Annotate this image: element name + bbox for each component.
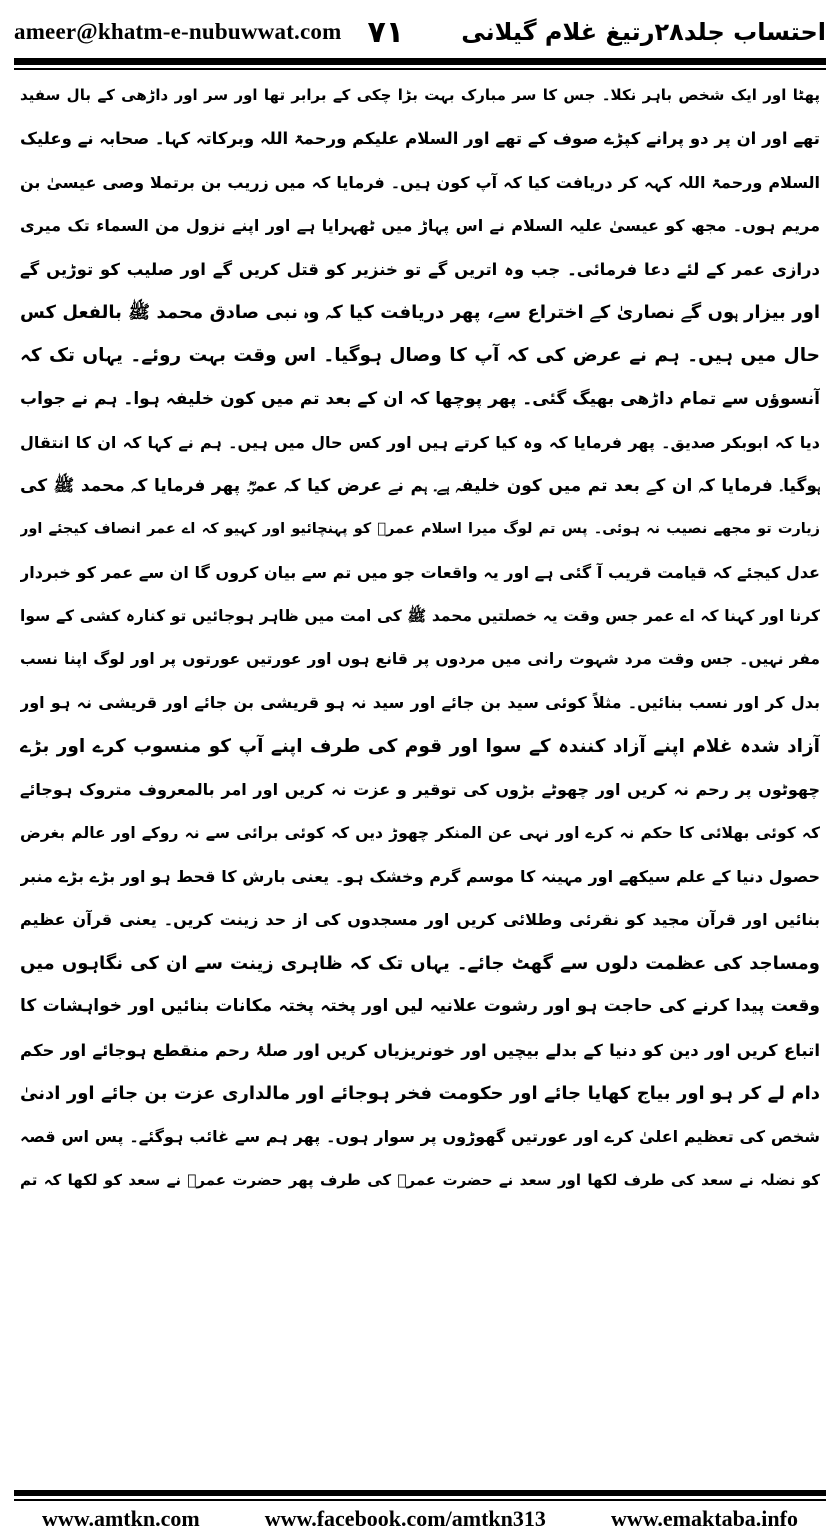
text-line: شخص کی تعظیم اعلیٰ کرے اور عورتیں گھوڑوں پر سوار ہوں۔ پھر ہم سے غائب ہوگئے۔ پس اس قصہ [20, 1127, 820, 1147]
text-line: وقعت پیدا کرنے کی حاجت ہو اور رشوت علانیہ لیں اور پختہ پختہ مکانات بنائیں اور خواہشات کا [20, 996, 820, 1017]
text-line: ومساجد کی عظمت دلوں سے گھٹ جائے۔ یہاں تک کہ ظاہری زینت سے ان کی نگاہوں میں [20, 952, 820, 974]
text-line: دیا کہ ابوبکر صدیق۔ پھر فرمایا کہ وہ کیا کرتے ہیں اور کس حال میں ہیں۔ ہم نے کہا کہ ان کا انتقال [20, 433, 820, 453]
text-line: بدل کر اور نسب بنائیں۔ مثلاً کوئی سید بن جائے اور سید نہ ہو قریشی بن جائے اور قریشی نہ ہو اور [20, 693, 820, 713]
text-line: مفر نہیں۔ جس وقت مرد شہوت رانی میں مردوں پر قانع ہوں اور عورتیں عورتوں پر اور لوگ اپنا نسب [20, 650, 820, 669]
text-line: پھٹا اور ایک شخص باہر نکلا۔ جس کا سر مبارک بہت بڑا چکی کے برابر تھا اور سر اور داڑھی کے بال سفید [20, 86, 820, 104]
header-rule-thin [14, 68, 826, 70]
text-line: حصول دنیا کے علم سیکھے اور مہینہ کا موسم گرم وخشک ہو۔ یعنی بارش کا قحط ہو اور بڑے بڑے منبر [20, 867, 820, 887]
text-line: السلام ورحمۃ اللہ کہہ کر دریافت کیا کہ آپ کون ہیں۔ فرمایا کہ میں زریب بن برتملا وصی عیسیٰ بن [20, 172, 820, 192]
header-left [14, 15, 404, 50]
text-line: تھے اور ان پر دو پرانے کپڑے صوف کے تھے اور السلام علیکم ورحمۃ اللہ وبرکاتہ کہا۔ صحابہ نے وعلیک [20, 129, 820, 149]
text-line: آزاد شدہ غلام اپنے آزاد کنندہ کے سوا اور قوم کی طرف اپنے آپ کو منسوب کرے اور بڑے [20, 735, 820, 757]
text-line: اور بیزار ہوں گے نصاریٰ کے اختراع سے، پھر دریافت کیا کہ وہ نبی صادق محمد ﷺ بالفعل کس [20, 301, 820, 323]
text-line: عدل کیجئے کہ قیامت قریب آ گئی ہے اور یہ واقعات جو میں تم سے بیان کروں گا ان سے عمر کو خبردار [20, 563, 820, 583]
text-line: کہ کوئی بھلائی کا حکم نہ کرے اور نہی عن المنکر چھوڑ دیں کہ کوئی برائی سے نہ روکے اور عالم بغرض [20, 823, 820, 842]
text-line: حال میں ہیں۔ ہم نے عرض کی کہ آپ کا وصال ہوگیا۔ اس وقت بہت روئے۔ یہاں تک کہ [20, 345, 820, 367]
header-rule-thick [14, 58, 826, 65]
book-title: احتساب جلد۲۸رتیغ غلام گیلانی [461, 18, 826, 46]
text-line: کرنا اور کہنا کہ اے عمر جس وقت یہ خصلتیں محمد ﷺ کی امت میں ظاہر ہوجائیں تو کنارہ کشی کے سوا [20, 606, 820, 625]
footer-link-emaktaba[interactable]: www.emaktaba.info [610, 1506, 798, 1531]
text-line: درازی عمر کے لئے دعا فرمائی۔ جب وہ اتریں گے تو خنزیر کو قتل کریں گے اور صلیب کو توڑیں گے [20, 259, 820, 279]
text-line: ہوگیا۔ فرمایا کہ ان کے بعد تم میں کون خلیفہ ہے۔ ہم نے عرض کیا کہ عمرؓ۔ پھر فرمایا کہ محمد ﷺ کی [20, 475, 820, 496]
text-line: کو نضلہ نے سعد کی طرف لکھا اور سعد نے حضرت عمرؓ کی طرف پھر حضرت عمرؓ نے سعد کو لکھا کہ تم [20, 1170, 820, 1189]
text-line: اتباع کریں اور دین کو دنیا کے بدلے بیچیں اور خونریزیاں کریں اور صلۂ رحم منقطع ہوجائے اور حکم [20, 1040, 820, 1060]
text-line: آنسوؤں سے تمام داڑھی بھیگ گئی۔ پھر پوچھا کہ ان کے بعد تم میں کون خلیفہ ہوا۔ ہم نے جواب [20, 388, 820, 409]
page-footer [14, 1504, 826, 1534]
footer-link-amtkn[interactable]: www.amtkn.com [42, 1506, 200, 1531]
page-number: ۷۱ [367, 14, 405, 50]
body-text [20, 74, 820, 1202]
header-email: ameer@khatm-e-nubuwwat.com [14, 19, 342, 44]
text-line: چھوٹوں پر رحم نہ کریں اور چھوٹے بڑوں کی توقیر و عزت نہ کریں اور امر بالمعروف متروک ہوجائے [20, 780, 820, 800]
text-line: زیارت تو مجھے نصیب نہ ہوئی۔ پس تم لوگ میرا اسلام عمرؓ کو پہنچائیو اور کہیو کہ اے عمر انصاف کیجئے اور [20, 520, 820, 537]
footer-link-facebook[interactable]: www.facebook.com/amtkn313 [264, 1506, 546, 1531]
text-line: بنائیں اور قرآن مجید کو نقرئی وطلائی کریں اور مسجدوں کی از حد زینت کریں۔ یعنی قرآن عظیم [20, 910, 820, 930]
text-line: دام لے کر ہو اور بیاج کھایا جائے اور حکومت فخر ہوجائے اور مالداری عزت بن جائے اور ادنیٰ [20, 1082, 820, 1104]
footer-rule-thin [14, 1499, 826, 1501]
text-line: مریم ہوں۔ مجھ کو عیسیٰ علیہ السلام نے اس پہاڑ میں ٹھہرایا ہے اور اپنے نزول من السماء تک میری [20, 216, 820, 236]
page-header [14, 10, 826, 54]
footer-rule-thick [14, 1490, 826, 1496]
